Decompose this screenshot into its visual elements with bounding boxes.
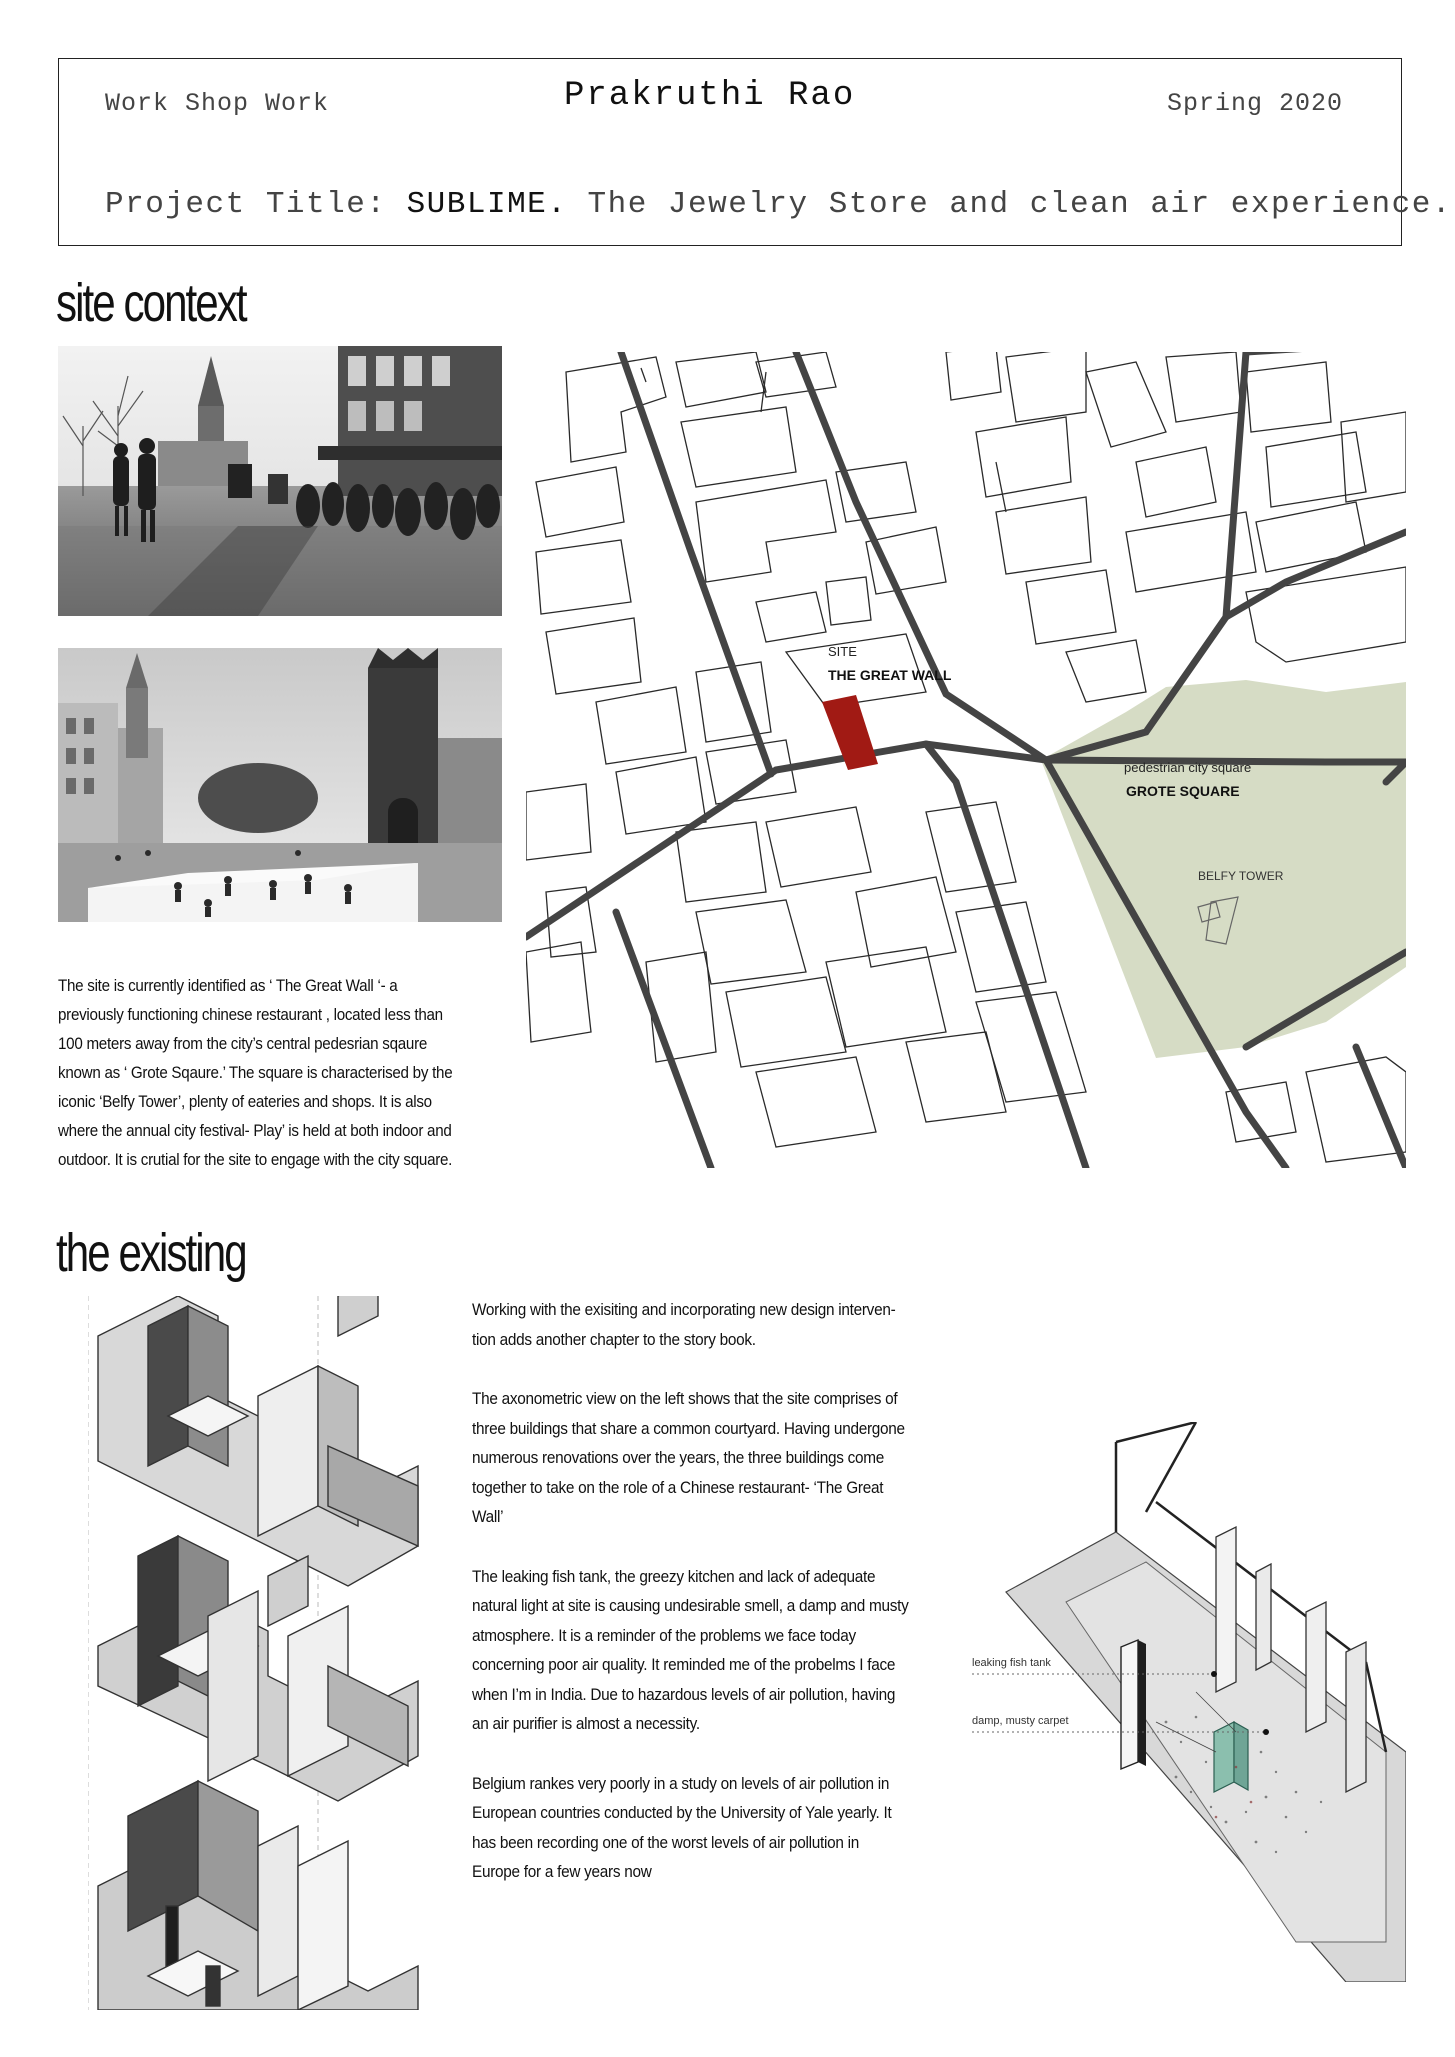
author-name: Prakruthi Rao <box>564 77 856 115</box>
existing-paragraph-2: The axonometric view on the left shows that the site comprises of three buildings that share a common courtyard. Having undergone numerous renovations over the years, the three buildings come together to take on the role of a Chinese restaurant- ‘The Great Wall’ <box>472 1390 905 1526</box>
map-square-label: pedestrian city square <box>1124 760 1252 775</box>
site-context-paragraph: The site is currently identified as ‘ The Great Wall ‘- a previously functioning chinese restaurant , located less than 100 meters away from the city’s central pedesrian sqaure known as ‘ Grote Sqaure.’ The square is characterised by the iconic ‘Belfy Tower’, plenty of eateries and shops. It is also where the annual city festival- Play’ is held at both indoor and outdoor. It is crutial for the site to engage with the city square. <box>58 977 453 1169</box>
axonometric-exploded-view <box>88 1296 468 2010</box>
map-tower-label: BELFY TOWER <box>1198 869 1284 883</box>
square-photo-illustration <box>58 648 502 922</box>
the-existing-text <box>472 1296 909 1918</box>
existing-paragraph-1: Working with the exisiting and incorporating new design interven- tion adds another chapter to the story book. <box>472 1301 896 1349</box>
street-photo <box>58 346 502 616</box>
map-site-label: SITE <box>828 644 857 659</box>
course-label: Work Shop Work <box>105 89 330 118</box>
fish-tank-annotation: leaking fish tank <box>972 1657 1051 1669</box>
project-name: SUBLIME. <box>406 187 568 222</box>
project-title-label: Project Title: <box>105 187 387 222</box>
site-map <box>526 352 1406 1168</box>
the-existing-title: the existing <box>56 1223 246 1283</box>
map-site-name: THE GREAT WALL <box>828 667 952 683</box>
header-box <box>58 58 1452 246</box>
axonometric-interior-view <box>966 1422 1406 1982</box>
project-description: The Jewelry Store and clean air experience. <box>587 187 1452 222</box>
carpet-annotation: damp, musty carpet <box>972 1715 1069 1727</box>
street-photo-illustration <box>58 346 502 616</box>
existing-paragraph-3: The leaking fish tank, the greezy kitchen and lack of adequate natural light at site is causing undesirable smell, a damp and musty atmosphere. It is a reminder of the problems we face today concerning poor air quality. It reminded me of the probelms I face when I’m in India. Due to hazardous levels of air pollution, having an air purifier is almost a necessity. <box>472 1567 909 1733</box>
map-square-name: GROTE SQUARE <box>1126 783 1240 799</box>
existing-paragraph-4: Belgium rankes very poorly in a study on levels of air pollution in European countries conducted by the University of Yale yearly. It has been recording one of the worst levels of air pollution in Europe for a few years now <box>472 1774 892 1881</box>
semester-label: Spring 2020 <box>1166 89 1343 118</box>
project-title <box>105 187 1452 222</box>
site-context-title: site context <box>56 273 246 333</box>
square-photo <box>58 648 502 922</box>
